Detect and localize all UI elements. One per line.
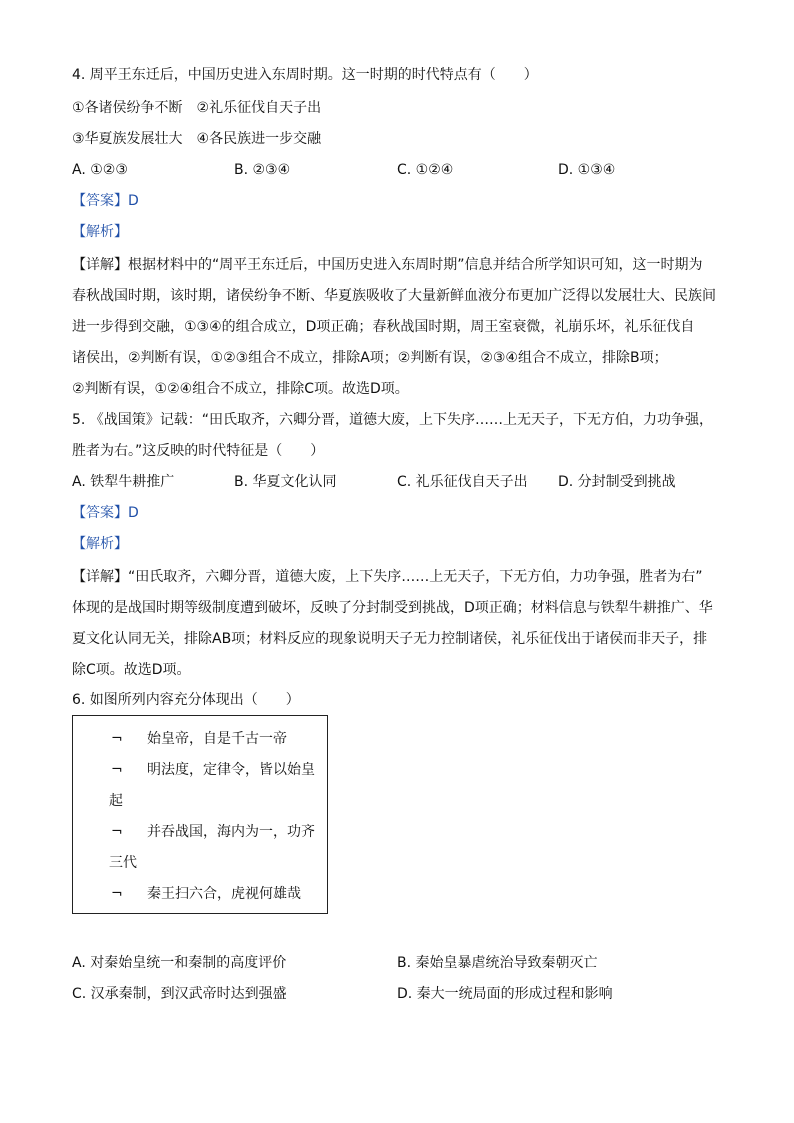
q6-box-mark: ¬ — [111, 762, 123, 778]
q6-box-line-6: 秦王扫六合，虎视何雄哉 — [147, 886, 301, 902]
q6-box-line-2: 明法度，定律令，皆以始皇 — [147, 762, 315, 778]
q6-options-row-1 — [72, 953, 732, 973]
q6-material-box — [72, 715, 328, 914]
q4-options — [72, 160, 732, 180]
q4-detail-line-1: 【详解】根据材料中的“周平王东迁后，中国历史进入东周时期”信息并结合所学知识可知，这一时期为 — [72, 257, 703, 273]
q5-stem-line-2: 胜者为右。”这反映的时代特征是（ ） — [72, 443, 325, 459]
q4-statement-2: ③华夏族发展壮大 ④各民族进一步交融 — [72, 131, 322, 147]
q4-detail-line-2: 春秋战国时期，该时期，诸侯纷争不断、华夏族吸收了大量新鲜血液分布更加广泛得以发展壮大、民族间 — [72, 288, 716, 304]
q5-detail-line-2: 体现的是战国时期等级制度遭到破坏，反映了分封制受到挑战，D项正确；材料信息与铁犁牛耕推广、华 — [72, 600, 713, 616]
q5-stem-line-1: 5. 《战国策》记载：“田氏取齐，六卿分晋，道德大废，上下失序……上无天子，下无方伯，力功争强， — [72, 412, 714, 428]
q5-analysis-heading: 【解析】 — [72, 536, 128, 552]
q4-detail-line-5: ②判断有误，①②④组合不成立，排除C项。故选D项。 — [72, 381, 409, 397]
q5-option-a: A. 铁犁牛耕推广 — [72, 474, 175, 490]
q6-option-c: C. 汉承秦制，到汉武帝时达到强盛 — [72, 986, 287, 1002]
q6-options-row-2 — [72, 984, 732, 1004]
q6-box-line-3: 起 — [109, 793, 123, 809]
q4-option-b: B. ②③④ — [234, 162, 291, 178]
q4-analysis-heading: 【解析】 — [72, 224, 128, 240]
q4-option-c: C. ①②④ — [397, 162, 454, 178]
q5-options — [72, 472, 732, 492]
q5-option-b: B. 华夏文化认同 — [234, 474, 337, 490]
q6-box-line-1: 始皇帝，自是千古一帝 — [147, 731, 287, 747]
q4-option-a: A. ①②③ — [72, 162, 128, 178]
q6-box-mark: ¬ — [111, 824, 123, 840]
q5-detail-line-1: 【详解】“田氏取齐，六卿分晋，道德大废，上下失序……上无天子，下无方伯，力功争强，胜者为右” — [72, 569, 703, 585]
q6-box-line-5: 三代 — [109, 855, 137, 871]
q5-answer: 【答案】D — [72, 505, 139, 521]
q4-answer: 【答案】D — [72, 193, 139, 209]
q4-statement-1: ①各诸侯纷争不断 ②礼乐征伐自天子出 — [72, 100, 322, 116]
q6-box-mark: ¬ — [111, 886, 123, 902]
q6-box-mark: ¬ — [111, 731, 123, 747]
q6-stem: 6. 如图所列内容充分体现出（ ） — [72, 692, 300, 708]
q5-detail-line-4: 除C项。故选D项。 — [72, 662, 191, 678]
q4-stem: 4. 周平王东迁后，中国历史进入东周时期。这一时期的时代特点有（ ） — [72, 67, 538, 83]
q6-box-line-4: 并吞战国，海内为一，功齐 — [147, 824, 315, 840]
q6-option-d: D. 秦大一统局面的形成过程和影响 — [397, 986, 613, 1002]
q5-option-d: D. 分封制受到挑战 — [558, 474, 676, 490]
q6-option-a: A. 对秦始皇统一和秦制的高度评价 — [72, 955, 287, 971]
q4-detail-line-4: 诸侯出，②判断有误，①②③组合不成立，排除A项；②判断有误，②③④组合不成立，排除B项； — [72, 350, 668, 366]
q5-detail-line-3: 夏文化认同无关，排除AB项；材料反应的现象说明天子无力控制诸侯，礼乐征伐出于诸侯而非天子，排 — [72, 631, 708, 647]
q4-detail-line-3: 进一步得到交融，①③④的组合成立，D项正确；春秋战国时期，周王室衰微，礼崩乐坏，礼乐征伐自 — [72, 319, 695, 335]
q6-option-b: B. 秦始皇暴虐统治导致秦朝灭亡 — [397, 955, 598, 971]
q5-option-c: C. 礼乐征伐自天子出 — [397, 474, 528, 490]
q4-option-d: D. ①③④ — [558, 162, 616, 178]
